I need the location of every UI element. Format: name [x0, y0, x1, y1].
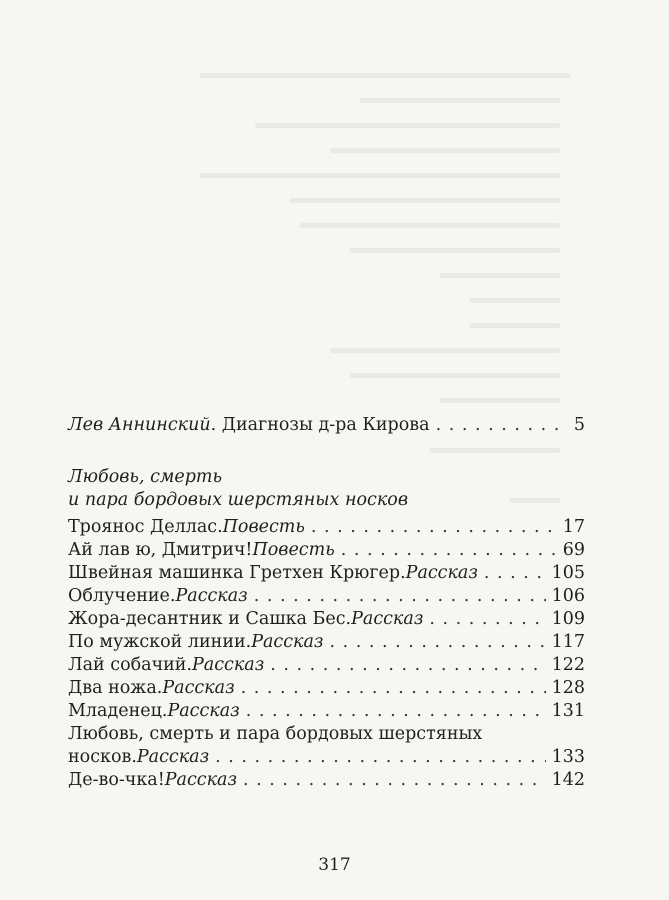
- section-heading: [68, 466, 585, 512]
- dot-leader: [341, 539, 557, 562]
- dot-leader: [329, 631, 545, 654]
- entry-title: Ай лав ю, Дмитрич!: [68, 540, 253, 560]
- afterword-title: . Диагнозы д-ра Кирова: [210, 415, 430, 435]
- entry-page: 131: [551, 701, 585, 721]
- entry-genre: Рассказ: [175, 586, 248, 606]
- entry-genre: Рассказ: [351, 609, 424, 629]
- entry-page: 69: [562, 540, 585, 560]
- entry-title: Швейная машинка Гретхен Крюгер.: [68, 563, 406, 583]
- dot-leader: [311, 516, 557, 539]
- toc-entry: [68, 654, 585, 677]
- entry-genre: Рассказ: [164, 770, 238, 790]
- entry-page: 117: [551, 632, 585, 652]
- toc-entry: [68, 539, 585, 562]
- dot-leader: [246, 700, 546, 723]
- toc-entry: [68, 746, 585, 769]
- dot-leader: [436, 414, 559, 437]
- toc-entry: [68, 608, 585, 631]
- entry-title: Лай собачий.: [68, 655, 193, 675]
- section-title-line2: и пара бордовых шерстяных носков: [68, 490, 409, 510]
- entry-genre: Повесть: [222, 517, 305, 537]
- entry-page: 122: [551, 655, 585, 675]
- entry-title: Младенец.: [68, 701, 168, 721]
- entry-genre: Рассказ: [136, 747, 210, 767]
- entry-title: Два ножа.: [68, 678, 163, 698]
- toc-entry: [68, 631, 585, 654]
- entry-genre: Рассказ: [167, 701, 240, 721]
- dot-leader: [484, 562, 546, 585]
- entry-page: 109: [551, 609, 585, 629]
- dot-leader: [429, 608, 545, 631]
- entry-title: Облучение.: [68, 586, 176, 606]
- toc-entry: [68, 769, 585, 792]
- page-number: 317: [318, 855, 351, 875]
- dot-leader: [243, 769, 546, 792]
- entry-page: 142: [551, 770, 585, 790]
- toc-list: [68, 516, 585, 792]
- entry-genre: Рассказ: [162, 678, 235, 698]
- entry-page: 105: [551, 563, 585, 583]
- toc-entry: [68, 585, 585, 608]
- multiline-entry-line1: Любовь, смерть и пара бордовых шерстяных: [68, 724, 483, 744]
- afterword-author: Лев Аннинский: [68, 415, 211, 435]
- entry-genre: Рассказ: [251, 632, 324, 652]
- dot-leader: [241, 677, 546, 700]
- entry-title: Жора-десантник и Сашка Бес.: [68, 609, 352, 629]
- entry-page: 106: [551, 586, 585, 606]
- entry-title: Троянос Деллас.: [68, 517, 223, 537]
- entry-genre: Рассказ: [405, 563, 478, 583]
- dot-leader: [270, 654, 545, 677]
- afterword-page: 5: [573, 415, 585, 435]
- toc-entry: [68, 677, 585, 700]
- entry-genre: Рассказ: [192, 655, 265, 675]
- toc-entry: [68, 562, 585, 585]
- dot-leader: [254, 585, 546, 608]
- entry-title: Де-во-чка!: [68, 770, 165, 790]
- toc-entry: [68, 516, 585, 539]
- dot-leader: [215, 746, 545, 769]
- entry-page: 133: [551, 747, 585, 767]
- section-title-line1: Любовь, смерть: [68, 467, 223, 487]
- entry-page: 128: [551, 678, 585, 698]
- toc-entry: [68, 700, 585, 723]
- entry-genre: Повесть: [252, 540, 335, 560]
- entry-title: носков.: [68, 747, 137, 767]
- entry-title: По мужской линии.: [68, 632, 252, 652]
- entry-page: 17: [562, 517, 585, 537]
- afterword-entry: [68, 414, 585, 437]
